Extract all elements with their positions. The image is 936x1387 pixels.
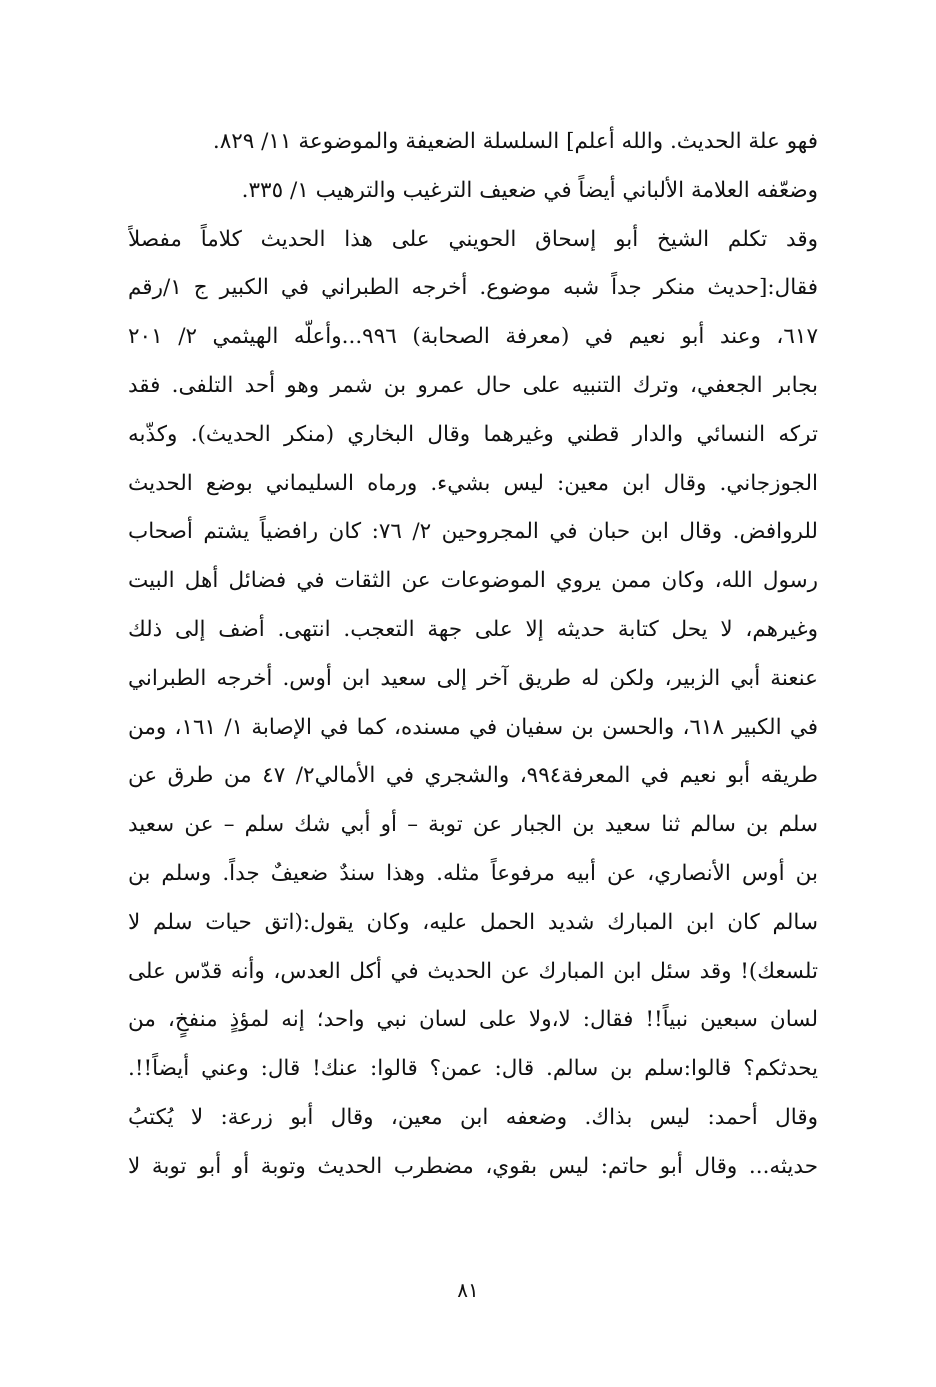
text-line: سلم بن سالم ثنا سعيد بن الجبار عن توبة – أو أبي شك سلم – عن سعيد (128, 812, 818, 838)
text-line: حديثه... وقال أبو حاتم: ليس بقوي، مضطرب الحديث وتوبة أو أبو توبة لا (128, 1153, 818, 1179)
text-line: ٦١٧، وعند أبو نعيم في (معرفة الصحابة) ٩٩٦...وأعلّه الهيثمي ٢/ ٢٠١ (128, 324, 818, 350)
text-line: سالم كان ابن المبارك شديد الحمل عليه، وكان يقول:(اتق حيات سلم لا (128, 909, 818, 935)
text-line: يحدثكم؟ قالوا:سلم بن سالم. قال: عمن؟ قالوا: عنك! قال: وعني أيضاً!!. (128, 1056, 818, 1082)
page-number: ٨١ (457, 1278, 479, 1302)
text-line: لسان سبعين نبياً!! فقال: لا،ولا على لسان نبي واحد؛ إنه لمؤذٍ منفخٍ، من (128, 1007, 818, 1033)
text-line: رسول الله، وكان ممن يروي الموضوعات عن الثقات في فضائل أهل البيت (128, 568, 818, 594)
body-text (128, 118, 818, 1192)
text-line: فقال:[حديث منكر جداً شبه موضوع. أخرجه الطبراني في الكبير ج ١/رقم (128, 275, 818, 301)
text-line: وضعّفه العلامة الألباني أيضاً في ضعيف الترغيب والترهيب ١/ ٣٣٥. (241, 177, 818, 203)
text-line: وقد تكلم الشيخ أبو إسحاق الحويني على هذا الحديث كلاماً مفصلاً (128, 226, 818, 252)
text-line: تلسعك)! وقد سئل ابن المبارك عن الحديث في أكل العدس، وأنه قدّس على (128, 958, 818, 984)
text-line: فهو علة الحديث. والله أعلم] السلسلة الضعيفة والموضوعة ١١/ ٨٢٩. (212, 129, 818, 154)
text-line: وغيرهم، لا يحل كتابة حديثه إلا على جهة التعجب. انتهى. أضف إلى ذلك (128, 616, 818, 642)
text-line: بن أوس الأنصاري، عن أبيه مرفوعاً مثله. وهذا سندٌ ضعيفٌ جداً. وسلم بن (128, 860, 818, 886)
text-line: بجابر الجعفي، وترك التنبيه على حال عمرو بن شمر وهو أحد التلفى. فقد (128, 372, 818, 398)
text-line: في الكبير ٦١٨، والحسن بن سفيان في مسنده، كما في الإصابة ١/ ١٦١، ومن (128, 714, 818, 740)
text-line: طريقه أبو نعيم في المعرفة٩٩٤، والشجري في الأمالي٢/ ٤٧ من طرق عن (128, 763, 818, 789)
text-line: الجوزجاني. وقال ابن معين: ليس بشيء. ورماه السليماني بوضع الحديث (128, 470, 818, 496)
text-line: وقال أحمد: ليس بذاك. وضعفه ابن معين، وقال أبو زرعة: لا يُكتبُ (128, 1104, 818, 1130)
text-line: تركه النسائي والدار قطني وغيرهما وقال البخاري (منكر الحديث). وكذّبه (128, 421, 818, 447)
text-line: للروافض. وقال ابن حبان في المجروحين ٢/ ٧٦: كان رافضياً يشتم أصحاب (128, 519, 818, 545)
text-line: عنعنة أبي الزبير، ولكن له طريق آخر إلى سعيد ابن أوس. أخرجه الطبراني (128, 665, 818, 691)
